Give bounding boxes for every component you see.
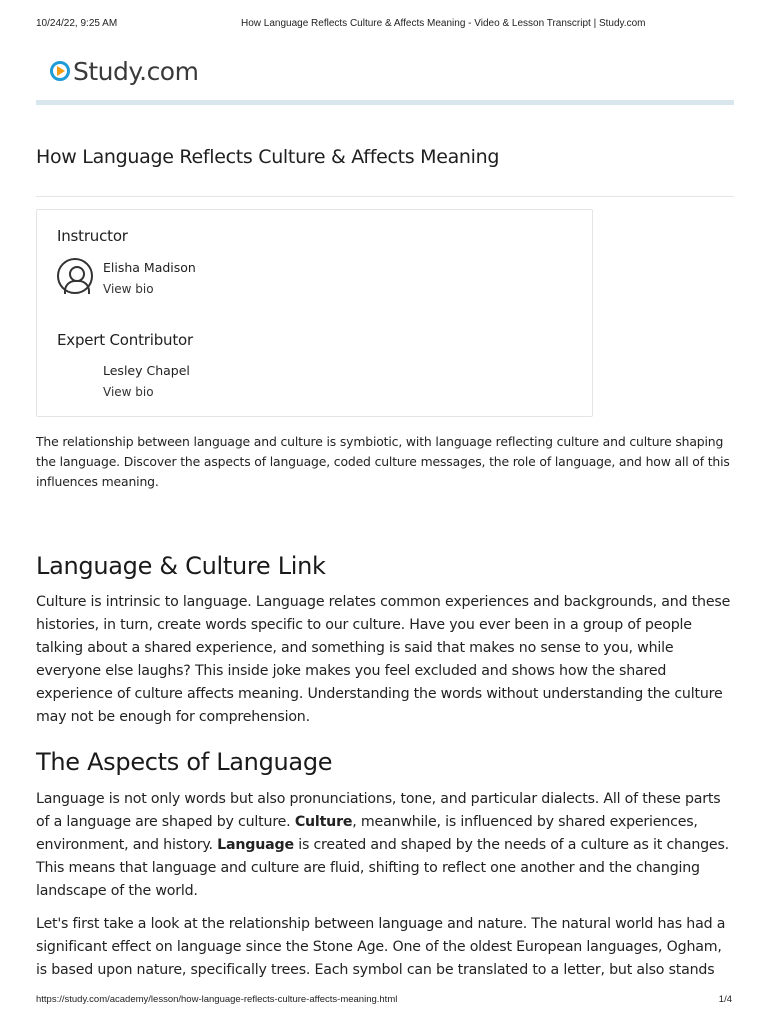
instructor-view-bio-link[interactable]: View bio: [103, 282, 154, 296]
contributor-heading: Expert Contributor: [57, 331, 193, 349]
instructor-heading: Instructor: [57, 227, 128, 245]
paragraph-text: is created and shaped by the needs of a culture as it changes. This means that language and culture are fluid, shifting to reflect one another and the changing landscape of the world.: [36, 837, 729, 899]
print-document-title: How Language Reflects Culture & Affects Meaning - Video & Lesson Transcript | Study.com: [241, 18, 646, 29]
lesson-summary: The relationship between language and culture is symbiotic, with language reflecting culture and culture shaping the language. Discover the aspects of language, coded culture messages, the role of language, and how all of this influences meaning.: [36, 434, 730, 489]
title-divider: [36, 196, 734, 197]
bold-term-culture: Culture: [294, 814, 353, 830]
paragraph-text: Language is not only words but also pronunciations, tone, and particular dialects. All of these parts of a language are shaped by culture.: [36, 791, 721, 830]
contributor-name[interactable]: Lesley Chapel: [103, 363, 190, 378]
contributor-view-bio-link[interactable]: View bio: [103, 385, 154, 399]
page-title: How Language Reflects Culture & Affects Meaning: [36, 146, 500, 168]
print-url: https://study.com/academy/lesson/how-language-reflects-culture-affects-meaning.html: [36, 994, 398, 1005]
instructor-card: [36, 209, 593, 417]
section-heading-language-culture-link: Language & Culture Link: [36, 552, 326, 580]
print-datetime: 10/24/22, 9:25 AM: [36, 18, 118, 29]
section-paragraph: [36, 788, 736, 903]
logo-text: Study.com: [73, 56, 199, 86]
section-paragraph: Let's first take a look at the relationship between language and nature. The natural world has had a significant effect on language since the Stone Age. One of the oldest European languages, Ogham, is based upon nature, specifically trees. Each symbol can be translated to a letter, but also stands: [36, 916, 726, 978]
print-page-number: 1/4: [718, 994, 732, 1005]
section-heading-aspects-of-language: The Aspects of Language: [36, 748, 333, 776]
study-logo[interactable]: [50, 56, 198, 86]
paragraph-text: , meanwhile, is influenced by shared experiences, environment, and history.: [36, 814, 698, 853]
instructor-name[interactable]: Elisha Madison: [103, 260, 196, 275]
section-paragraph: Culture is intrinsic to language. Language relates common experiences and backgrounds, and these histories, in turn, create words specific to our culture. Have you ever been in a group of people talking about a shared experience, and something is said that makes no sense to you, while everyone else laughs? This inside joke makes you feel excluded and shows how the shared experience of culture affects meaning. Understanding the words without understanding the culture may not be enough for comprehension.: [36, 594, 731, 725]
print-header: [36, 18, 732, 32]
bold-term-language: Language: [217, 837, 294, 853]
play-logo-icon: [50, 61, 70, 81]
avatar-icon: [57, 258, 93, 294]
header-divider: [36, 100, 734, 105]
